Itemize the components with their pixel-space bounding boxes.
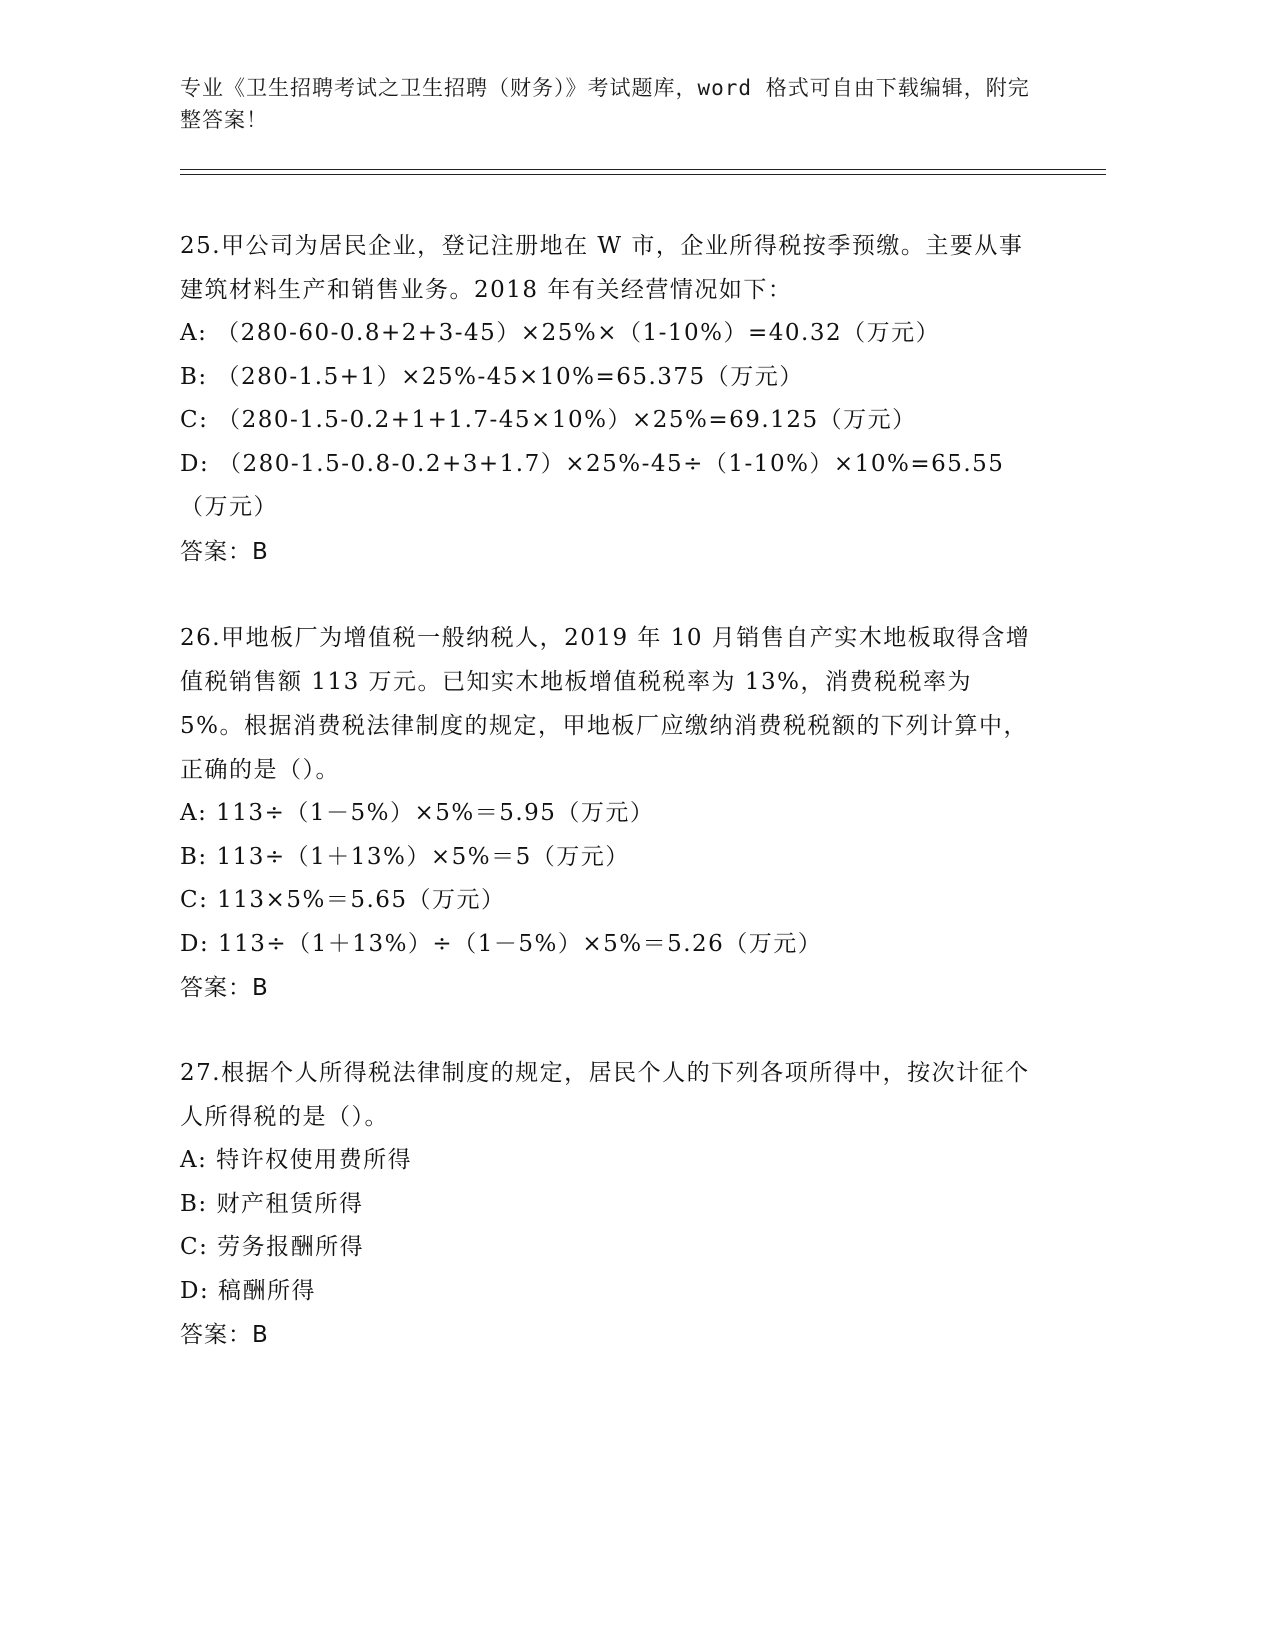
answer: 答案：B xyxy=(180,975,269,1001)
question-stem: 27.根据个人所得税法律制度的规定，居民个人的下列各项所得中，按次计征个人所得税的是（）。 xyxy=(180,1060,1030,1130)
question-26 xyxy=(180,616,1040,1010)
question-27 xyxy=(180,1051,1040,1357)
option-c: C: （280-1.5-0.2+1+1.7-45×10%）×25%=69.125（万元） xyxy=(180,407,917,433)
option-b: B: 财产租赁所得 xyxy=(180,1190,364,1217)
document-header xyxy=(180,72,1040,136)
option-b: B: （280-1.5+1）×25%-45×10%=65.375（万元） xyxy=(180,363,804,390)
option-a: A: 113÷（1－5%）×5%＝5.95（万元） xyxy=(180,800,655,826)
option-c: C: 113×5%＝5.65（万元） xyxy=(180,887,506,913)
option-c: C: 劳务报酬所得 xyxy=(180,1234,365,1260)
option-a: A: （280-60-0.8+2+3-45）×25%×（1-10%）=40.32（万元） xyxy=(180,320,941,346)
answer: 答案：B xyxy=(180,538,269,565)
question-stem: 26.甲地板厂为增值税一般纳税人，2019 年 10 月销售自产实木地板取得含增值税销售额 113 万元。已知实木地板增值税税率为 13%，消费税税率为 5%。根据消费税法律制度的规定，甲地板厂应缴纳消费税税额的下列计算中，正确的是（）。 xyxy=(180,625,1031,783)
answer: 答案：B xyxy=(180,1322,269,1348)
header-divider xyxy=(180,169,1106,175)
option-d: D: 113÷（1＋13%）÷（1－5%）×5%＝5.26（万元） xyxy=(180,930,823,957)
question-stem: 25.甲公司为居民企业，登记注册地在 W 市，企业所得税按季预缴。主要从事建筑材料生产和销售业务。2018 年有关经营情况如下： xyxy=(180,233,1024,303)
option-d: D: 稿酬所得 xyxy=(180,1277,317,1304)
header-text: 专业《卫生招聘考试之卫生招聘（财务）》考试题库，word 格式可自由下载编辑，附完整答案！ xyxy=(180,76,1030,132)
question-25 xyxy=(180,224,1040,574)
option-d: D: （280-1.5-0.8-0.2+3+1.7）×25%-45÷（1-10%）×10%=65.55（万元） xyxy=(180,450,1005,520)
option-b: B: 113÷（1＋13%）×5%＝5（万元） xyxy=(180,843,630,870)
option-a: A: 特许权使用费所得 xyxy=(180,1147,413,1173)
